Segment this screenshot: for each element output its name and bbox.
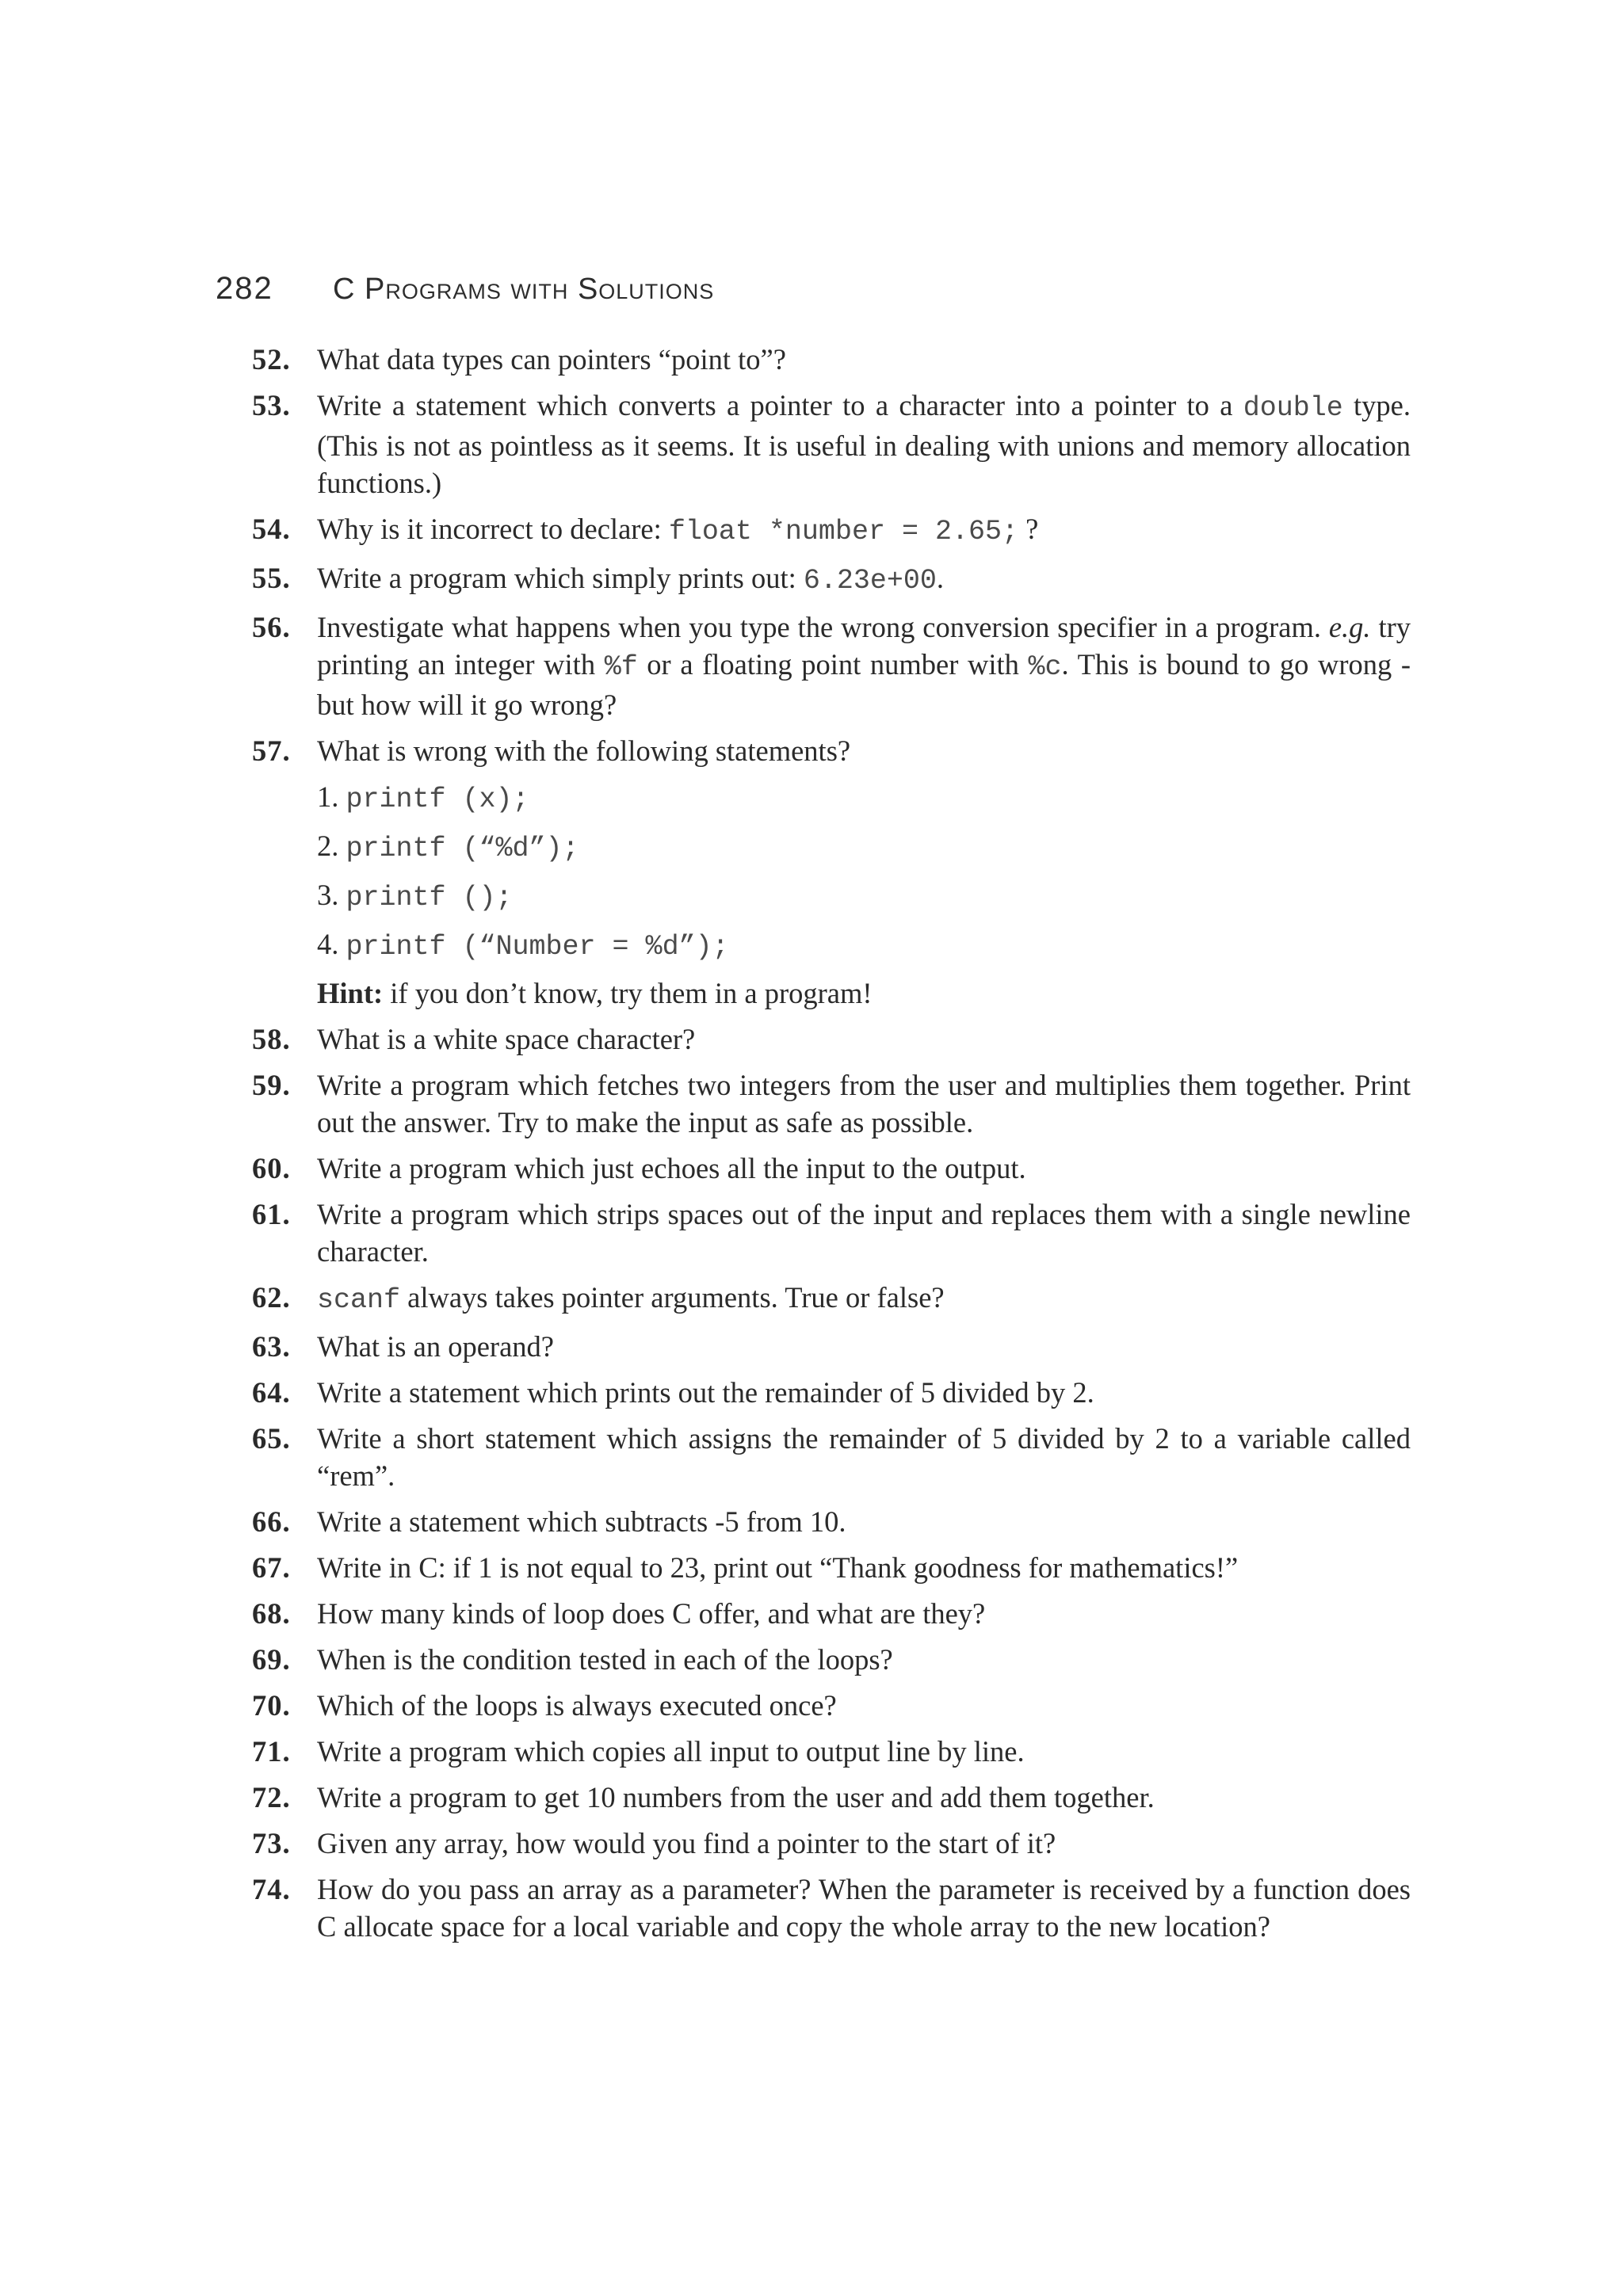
code-snippet: %f	[604, 651, 638, 683]
question-number: 65.	[252, 1422, 291, 1455]
question-number: 66.	[252, 1505, 291, 1538]
question-54	[252, 510, 1411, 551]
question-57	[252, 732, 1411, 1012]
question-number: 61.	[252, 1198, 291, 1230]
hint-label: Hint:	[317, 977, 384, 1009]
statement-number: 2.	[317, 830, 339, 862]
question-number: 60.	[252, 1152, 291, 1184]
question-53	[252, 387, 1411, 502]
question-text: . This is bound to go wrong - but how will it go wrong?	[317, 648, 1411, 721]
question-text: Write in C: if 1 is not equal to 23, print out “Thank goodness for mathematics!”	[317, 1551, 1239, 1584]
statement-list	[317, 778, 1411, 966]
question-62	[252, 1279, 1411, 1319]
question-number: 56.	[252, 611, 291, 643]
statement-item	[317, 925, 1411, 966]
question-68	[252, 1595, 1411, 1632]
question-number: 69.	[252, 1643, 291, 1676]
question-63	[252, 1328, 1411, 1365]
question-number: 68.	[252, 1597, 291, 1630]
question-text: Given any array, how would you find a pointer to the start of it?	[317, 1827, 1056, 1859]
code-snippet: %c	[1028, 651, 1062, 683]
question-number: 70.	[252, 1689, 291, 1722]
code-snippet: 6.23e+00	[803, 565, 937, 597]
question-text: What is an operand?	[317, 1330, 554, 1363]
question-text: Write a statement which converts a pointer to a character into a pointer to a	[317, 389, 1243, 421]
question-text: Write a statement which prints out the remainder of 5 divided by 2.	[317, 1376, 1094, 1409]
question-59	[252, 1066, 1411, 1141]
question-text: Which of the loops is always executed once?	[317, 1689, 837, 1722]
question-text: Write a statement which subtracts -5 from 10.	[317, 1505, 846, 1538]
code-snippet: double	[1243, 392, 1343, 424]
statement-number: 4.	[317, 928, 339, 960]
question-text: ?	[1018, 513, 1039, 545]
statement-number: 1.	[317, 780, 339, 813]
question-64	[252, 1374, 1411, 1411]
question-number: 58.	[252, 1023, 291, 1055]
question-number: 57.	[252, 734, 291, 767]
question-67	[252, 1549, 1411, 1586]
question-text-emphasis: e.g.	[1328, 611, 1371, 643]
question-71	[252, 1733, 1411, 1770]
question-number: 63.	[252, 1330, 291, 1363]
question-text: What is wrong with the following statements?	[317, 734, 851, 767]
question-text: Why is it incorrect to declare:	[317, 513, 669, 545]
question-text: Write a program which just echoes all the input to the output.	[317, 1152, 1026, 1184]
question-number: 52.	[252, 343, 291, 376]
question-text: .	[936, 562, 945, 594]
statement-item	[317, 876, 1411, 917]
question-58	[252, 1020, 1411, 1058]
question-69	[252, 1641, 1411, 1678]
question-text: How do you pass an array as a parameter? When the parameter is received by a function does C allocate space for a local variable and copy the whole array to the new location?	[317, 1873, 1411, 1943]
question-number: 67.	[252, 1551, 291, 1584]
code-snippet: float *number = 2.65;	[668, 516, 1018, 547]
question-text: Write a program which simply prints out:	[317, 562, 804, 594]
page-number: 282	[216, 271, 273, 306]
code-snippet: printf (“Number = %d”);	[346, 931, 729, 963]
question-text: Write a program to get 10 numbers from the user and add them together.	[317, 1781, 1155, 1814]
question-number: 64.	[252, 1376, 291, 1409]
question-65	[252, 1420, 1411, 1494]
running-title: C Programs with Solutions	[333, 273, 715, 306]
question-number: 59.	[252, 1069, 291, 1101]
question-number: 74.	[252, 1873, 291, 1905]
question-60	[252, 1150, 1411, 1187]
question-text: try printing an integer with	[317, 611, 1411, 681]
code-snippet: printf (x);	[346, 784, 529, 815]
question-70	[252, 1687, 1411, 1724]
question-text: What data types can pointers “point to”?	[317, 343, 786, 376]
question-74	[252, 1871, 1411, 1945]
hint	[317, 974, 1411, 1012]
question-number: 72.	[252, 1781, 291, 1814]
question-text: Write a short statement which assigns the remainder of 5 divided by 2 to a variable called “rem”.	[317, 1422, 1411, 1492]
question-text: How many kinds of loop does C offer, and what are they?	[317, 1597, 986, 1630]
statement-number: 3.	[317, 879, 339, 911]
question-text: Write a program which strips spaces out of the input and replaces them with a single newline character.	[317, 1198, 1411, 1268]
question-number: 55.	[252, 562, 291, 594]
question-text: or a floating point number with	[637, 648, 1029, 681]
hint-text: if you don’t know, try them in a program!	[383, 977, 873, 1009]
question-73	[252, 1825, 1411, 1862]
question-text: What is a white space character?	[317, 1023, 696, 1055]
question-text: When is the condition tested in each of the loops?	[317, 1643, 893, 1676]
question-number: 62.	[252, 1281, 291, 1314]
question-number: 71.	[252, 1735, 291, 1768]
code-snippet: printf (“%d”);	[346, 833, 579, 864]
question-text: always takes pointer arguments. True or false?	[400, 1281, 945, 1314]
question-text: Write a program which copies all input to output line by line.	[317, 1735, 1025, 1768]
question-55	[252, 559, 1411, 600]
question-66	[252, 1503, 1411, 1540]
statement-item	[317, 827, 1411, 868]
question-56	[252, 608, 1411, 723]
page-header	[216, 271, 1420, 318]
statement-item	[317, 778, 1411, 818]
code-snippet: printf ();	[346, 882, 513, 913]
question-number: 53.	[252, 389, 291, 421]
code-snippet: scanf	[317, 1284, 401, 1316]
question-61	[252, 1196, 1411, 1270]
question-72	[252, 1779, 1411, 1816]
question-text: Write a program which fetches two integers from the user and multiplies them together. Print out the answer. Try to make the input as safe as possible.	[317, 1069, 1411, 1138]
question-text: type. (This is not as pointless as it seems. It is useful in dealing with unions and memory allocation functions.)	[317, 389, 1411, 499]
question-text: Investigate what happens when you type the wrong conversion specifier in a program.	[317, 611, 1329, 643]
question-number: 54.	[252, 513, 291, 545]
question-number: 73.	[252, 1827, 291, 1859]
question-52	[252, 341, 1411, 378]
question-list	[252, 341, 1411, 1954]
